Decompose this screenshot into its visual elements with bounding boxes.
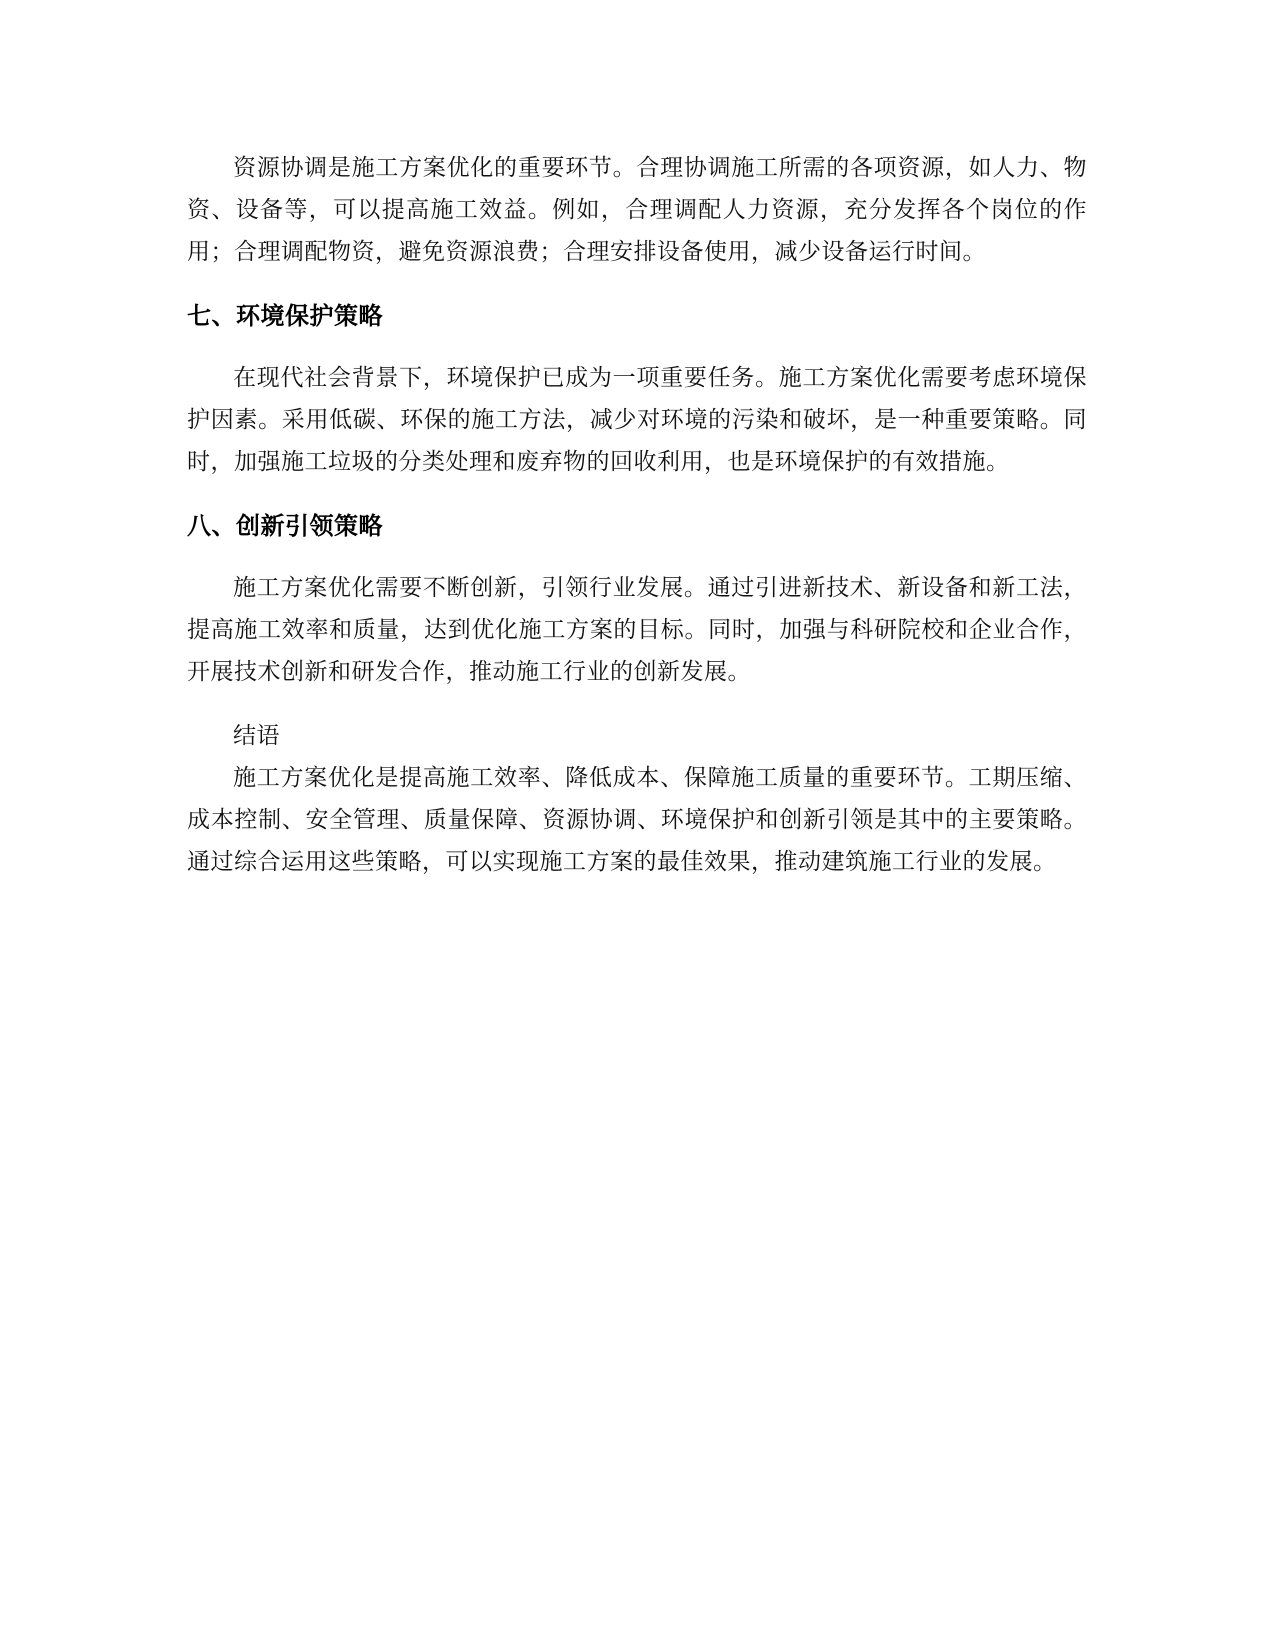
paragraph-conclusion: 施工方案优化是提高施工效率、降低成本、保障施工质量的重要环节。工期压缩、成本控制、安全管理、质量保障、资源协调、环境保护和创新引领是其中的主要策略。通过综合运用这些策略，可以实现施工方案的最佳效果，推动建筑施工行业的发展。 (187, 765, 1087, 875)
paragraph-resource-coordination: 资源协调是施工方案优化的重要环节。合理协调施工所需的各项资源，如人力、物资、设备等，可以提高施工效益。例如，合理调配人力资源，充分发挥各个岗位的作用；合理调配物资，避免资源浪费；合理安排设备使用，减少设备运行时间。 (187, 155, 1087, 265)
document-body (187, 147, 1087, 883)
conclusion-label: 结语 (233, 723, 280, 749)
section-heading-innovation: 八、创新引领策略 (187, 512, 383, 540)
paragraph-environment-protection: 在现代社会背景下，环境保护已成为一项重要任务。施工方案优化需要考虑环境保护因素。采用低碳、环保的施工方法，减少对环境的污染和破坏，是一种重要策略。同时，加强施工垃圾的分类处理和废弃物的回收利用，也是环境保护的有效措施。 (187, 365, 1087, 475)
section-heading-environment: 七、环境保护策略 (187, 302, 383, 330)
paragraph-innovation: 施工方案优化需要不断创新，引领行业发展。通过引进新技术、新设备和新工法，提高施工效率和质量，达到优化施工方案的目标。同时，加强与科研院校和企业合作，开展技术创新和研发合作，推动施工行业的创新发展。 (187, 575, 1087, 685)
